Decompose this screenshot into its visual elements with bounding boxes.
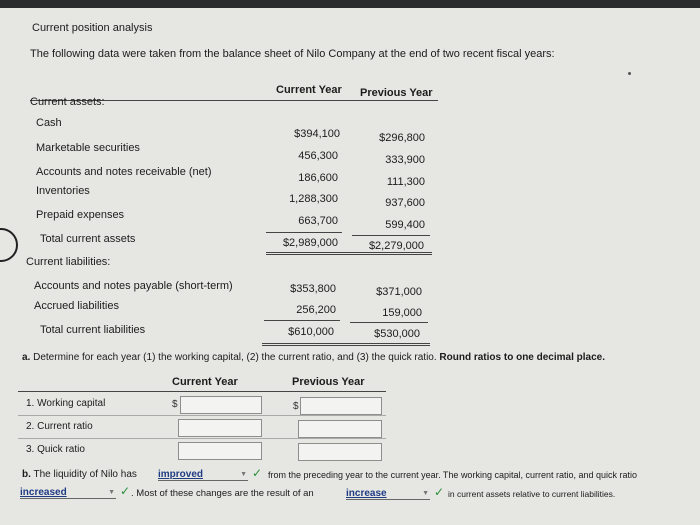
total-current-liabilities-previous: $530,000 xyxy=(374,328,420,340)
header-previous-year: Previous Year xyxy=(360,87,433,99)
subtotal-rule-current xyxy=(266,232,342,233)
page-title: Current position analysis xyxy=(32,22,153,34)
row-current-value: 186,600 xyxy=(298,172,338,184)
correct-check-icon: ✓ xyxy=(252,466,263,480)
ratios-change-value: increased xyxy=(20,487,67,498)
row-label: Prepaid expenses xyxy=(36,209,125,221)
total-double-rule xyxy=(266,252,432,255)
answer-col-previous-year: Previous Year xyxy=(292,376,365,388)
row-current-value: 256,200 xyxy=(296,304,336,316)
dropdown-arrow-icon: ▼ xyxy=(422,490,429,497)
quick-ratio-current-input[interactable] xyxy=(178,442,262,460)
total-current-liabilities-label: Total current liabilities xyxy=(40,324,146,336)
row-current-value: 1,288,300 xyxy=(289,193,338,205)
section-current-liabilities: Current liabilities: xyxy=(26,256,111,268)
cursor-circle xyxy=(0,228,18,262)
part-b-text-start xyxy=(22,469,137,480)
row-label: Accounts and notes payable (short-term) xyxy=(34,280,233,292)
row-previous-value: $296,800 xyxy=(379,132,425,144)
part-b-text-2: from the preceding year to the current year. The working capital, current ratio, and quick ratio xyxy=(268,470,638,480)
asset-change-dropdown[interactable] xyxy=(346,488,430,500)
header-current-year: Current Year xyxy=(276,84,342,96)
row-previous-value: 159,000 xyxy=(382,307,422,319)
total-current-assets-previous: $2,279,000 xyxy=(368,240,424,252)
subtotal-rule-previous xyxy=(350,322,428,323)
row-label: Marketable securities xyxy=(36,142,140,154)
part-a-text: Determine for each year (1) the working capital, (2) the current ratio, and (3) the quick ratio. xyxy=(33,352,437,363)
section-current-assets: Current assets: xyxy=(30,96,105,108)
row-current-value: $394,100 xyxy=(294,128,340,140)
row-current-value: $353,800 xyxy=(290,283,336,295)
current-ratio-previous-input[interactable] xyxy=(298,420,382,438)
row-current-value: 663,700 xyxy=(298,215,338,227)
part-b-prefix: b. xyxy=(22,469,31,480)
quick-ratio-previous-input[interactable] xyxy=(298,443,382,461)
answer-header-rule xyxy=(18,391,386,392)
row-label: Accounts and notes receivable (net) xyxy=(36,166,212,178)
asset-change-value: increase xyxy=(346,488,387,499)
part-b-text-3: . Most of these changes are the result of an xyxy=(131,488,314,499)
currency-symbol: $ xyxy=(172,399,178,410)
correct-check-icon: ✓ xyxy=(120,484,131,498)
answer-row-label: 2. Current ratio xyxy=(26,421,93,432)
row-label: Inventories xyxy=(36,185,90,197)
correct-check-icon: ✓ xyxy=(434,485,445,499)
subtotal-rule-previous xyxy=(352,235,430,236)
dropdown-arrow-icon: ▼ xyxy=(108,489,115,496)
dropdown-arrow-icon: ▼ xyxy=(240,471,247,478)
working-capital-current-input[interactable] xyxy=(180,396,262,414)
row-previous-value: 333,900 xyxy=(385,154,425,166)
cursor-dot xyxy=(628,72,631,75)
subtotal-rule-current xyxy=(264,320,340,321)
working-capital-previous-input[interactable] xyxy=(300,397,382,415)
liquidity-change-dropdown[interactable] xyxy=(158,469,248,481)
total-current-liabilities-current: $610,000 xyxy=(288,326,334,338)
row-label: Cash xyxy=(36,117,62,129)
row-current-value: 456,300 xyxy=(298,150,338,162)
part-a-rounding-note: Round ratios to one decimal place. xyxy=(439,352,606,363)
row-previous-value: 599,400 xyxy=(385,219,425,231)
part-b-text-4: in current assets relative to current liabilities. xyxy=(448,489,616,499)
answer-row-label: 1. Working capital xyxy=(26,398,106,409)
current-ratio-current-input[interactable] xyxy=(178,419,262,437)
answer-col-current-year: Current Year xyxy=(172,376,238,388)
part-a-prefix: a. xyxy=(22,352,31,363)
currency-symbol: $ xyxy=(293,401,299,412)
answer-row-label: 3. Quick ratio xyxy=(26,444,85,455)
answer-row-rule xyxy=(18,438,386,439)
total-current-assets-label: Total current assets xyxy=(40,233,136,245)
row-previous-value: $371,000 xyxy=(376,286,422,298)
row-label: Accrued liabilities xyxy=(34,300,119,312)
intro-text: The following data were taken from the balance sheet of Nilo Company at the end of two recent fiscal years: xyxy=(30,48,555,60)
window-top-edge xyxy=(0,0,700,8)
total-double-rule xyxy=(262,343,430,346)
row-previous-value: 937,600 xyxy=(385,197,425,209)
liquidity-change-value: improved xyxy=(158,469,204,480)
total-current-assets-current: $2,989,000 xyxy=(282,237,338,249)
part-a-instructions xyxy=(22,352,605,363)
part-b-text-1: The liquidity of Nilo has xyxy=(33,469,137,480)
ratios-change-dropdown[interactable] xyxy=(20,487,116,499)
row-previous-value: 111,300 xyxy=(386,176,425,188)
answer-row-rule xyxy=(18,415,386,416)
